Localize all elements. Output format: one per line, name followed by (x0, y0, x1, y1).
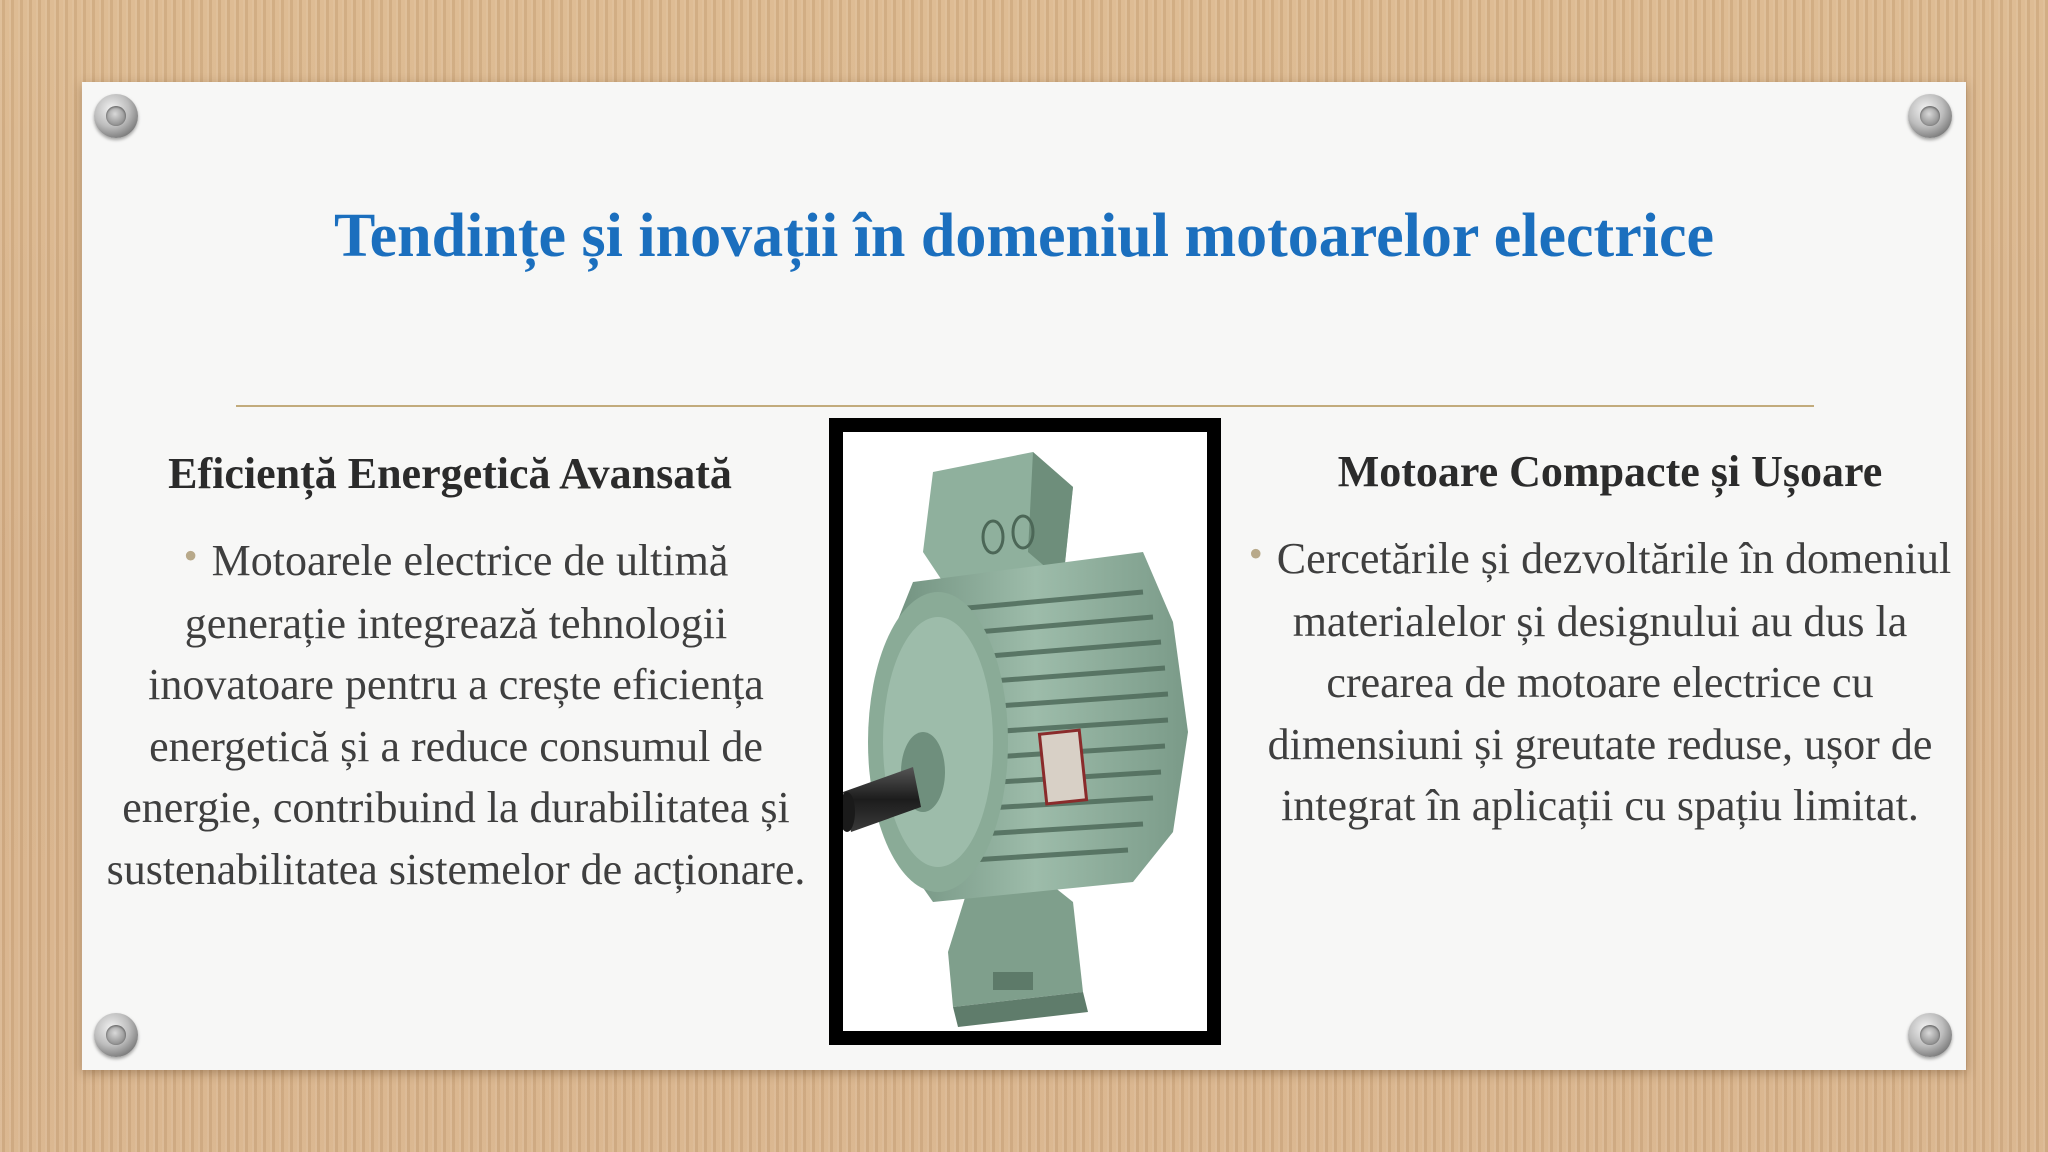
bottom-left-grommet-icon (94, 1013, 138, 1057)
right-column-heading: Motoare Compacte și Ușoare (1337, 447, 1883, 496)
left-column-body-text: Motoarele electrice de ultimă generație integrează tehnologii inovatoare pentru a crește eficiența energetică și a reduce consumul de energie, contribuind la durabilitatea și sustenabilitatea sistemelor de acționare. (106, 536, 806, 894)
top-left-grommet-icon (94, 94, 138, 138)
bottom-right-grommet-icon (1908, 1013, 1952, 1057)
left-column-body (100, 530, 812, 900)
right-column-body-text: Cercetările și dezvoltările în domeniul materialelor și designului au dus la crearea de motoare electrice cu dimensiuni și greutate reduse, ușor de integrat în aplicații cu spațiu limitat. (1267, 534, 1952, 830)
right-column-body (1245, 528, 1955, 837)
motor-photo-frame (829, 418, 1221, 1045)
left-column-heading: Eficiență Energetică Avansată (168, 449, 732, 498)
bullet-icon: • (1248, 531, 1263, 576)
electric-motor-illustration (843, 432, 1207, 1031)
slide-title: Tendințe și inovații în domeniul motoarelor electrice (334, 202, 1714, 270)
top-right-grommet-icon (1908, 94, 1952, 138)
motor-photo (843, 432, 1207, 1031)
bullet-icon: • (183, 533, 198, 578)
title-divider (236, 405, 1814, 407)
